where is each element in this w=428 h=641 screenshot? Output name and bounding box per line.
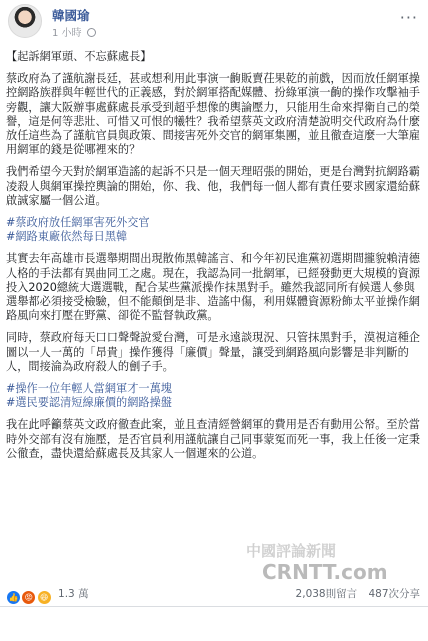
post-body (6, 50, 422, 469)
like-reaction-icon: 👍 (6, 590, 21, 605)
post-paragraph: 我在此呼籲蔡英文政府徹查此案，並且查清經營網軍的費用是否有動用公帑。至於當時外交部有沒有施壓，是否官員利用謹航讓自己同事蒙冤而死一事，我上任後一定秉公徹查，盡快還給蘇處長及其家人一個遲來的公道。 (6, 418, 420, 460)
watermark-logo: CRNTT.com (262, 560, 388, 584)
post-time[interactable]: 1 小時 (52, 28, 82, 39)
reactions-count[interactable]: 1.3 萬 (58, 588, 89, 600)
comments-count[interactable]: 2,038則留言 (295, 588, 358, 600)
hashtag-link[interactable]: #網路東廠依然每日黑韓 (6, 230, 128, 244)
hashtag-link[interactable]: #操作一位年輕人當網軍才一萬塊 (6, 382, 172, 396)
hashtag-group (6, 382, 422, 410)
more-options-icon[interactable]: ··· (399, 8, 418, 27)
watermark-text: 中國評論新聞 (246, 542, 337, 560)
post-paragraph: 同時，蔡政府每天口口聲聲說愛台灣，可是永遠談現況、只管抹黑對手，漠視這種企圖以一人一萬的「昂貴」操作獲得「廉價」聲量，讓受到網路風向影響是非判斷的人，間接淪為政府殺人的劊子手。 (6, 331, 420, 373)
post-meta (52, 24, 96, 39)
engagement-counts (296, 586, 420, 601)
post-stats (0, 582, 428, 604)
globe-icon (87, 28, 96, 37)
reactions-summary[interactable] (6, 586, 89, 605)
post-paragraph: 蔡政府為了謹航謝長廷，甚或想利用此事演一齣販賣茌果乾的前戲，因而放任網軍操控網路族群與年輕世代的正義感，對於網軍搭配媒體、扮綠軍演一齣的操作攻擊袖手旁觀，讓大阪辦事處蘇處長承受到超乎想像的輿論壓力，只能用生命來捍衛自己的榮譽，這是何等悲壯、可惜又可恨的犧牲？我希望蔡英文政府清楚說明交代政府為什麼放任這些為了謹航官員與政策、間接害死外交官的網軍集團，並且徹查這麼一大筆雇用網軍的錢是從哪裡來的？ (6, 72, 420, 157)
post-title: 【起訴網軍頭、不忘蘇處長】 (6, 50, 152, 63)
post-paragraph: 我們希望今天對於網軍造謠的起訴不只是一個天理昭張的開始，更是台灣對抗網路霸凌殺人與網軍操控輿論的開始，你、我、他，我們每一個人都有責任要求國家還給蘇啟誠家屬一個公道。 (6, 165, 420, 207)
shares-count[interactable]: 487次分享 (368, 588, 420, 600)
hashtag-link[interactable]: #選民要認清短線廉價的網路操盤 (6, 396, 172, 410)
author-name[interactable]: 韓國瑜 (52, 8, 90, 23)
haha-reaction-icon: 😆 (37, 590, 52, 605)
avatar[interactable] (8, 4, 42, 38)
post-header (0, 0, 428, 39)
angry-reaction-icon: 😡 (21, 590, 36, 605)
post-paragraph: 其實去年高雄市長選舉期間出現散佈黑韓謠言、和今年初民進黨初選期間攏貌賴清德人格的手法都有異曲同工之處。現在，我認為同一批網軍，已經發動更大規模的資源投入2020總統大選選戰，配合某些黨派操作抹黑對手。雖然我認同所有候選人參與選舉都必須接受檢驗，但不能顛倒是非、造謠中傷，利用媒體資源粉飾太平並操作網路風向來打壓在野黨、卻從不監督執政黨。 (6, 252, 420, 323)
hashtag-link[interactable]: #蔡政府放任網軍害死外交官 (6, 216, 150, 230)
hashtag-group (6, 216, 422, 244)
action-bar-divider (0, 606, 428, 641)
